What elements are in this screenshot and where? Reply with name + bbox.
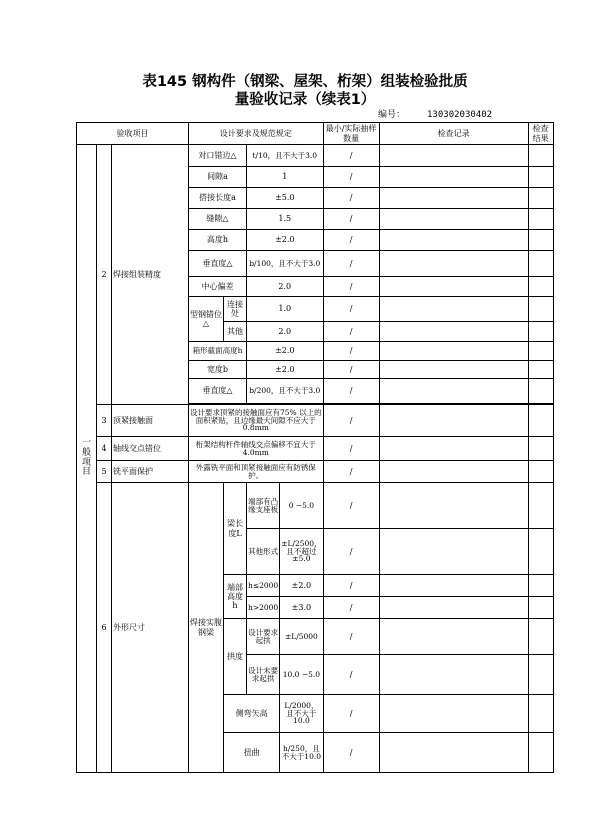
- result-cell[interactable]: [528, 619, 553, 655]
- item2-g-label: 中心偏差: [189, 277, 247, 297]
- result-cell[interactable]: [528, 188, 553, 209]
- item2-h1-value: 1.0: [247, 297, 324, 322]
- item2-a-label: 对口错边△: [189, 145, 247, 167]
- item2-i-value: ±2.0: [247, 342, 324, 361]
- item2-c-value: ±5.0: [247, 188, 324, 209]
- item6-arch-label: 拱度: [224, 619, 247, 695]
- record-cell[interactable]: [379, 379, 528, 404]
- record-cell[interactable]: [379, 342, 528, 361]
- record-cell[interactable]: [379, 167, 528, 188]
- record-cell[interactable]: [379, 361, 528, 379]
- item6-no: 6: [97, 483, 112, 773]
- result-cell[interactable]: [528, 361, 553, 379]
- result-cell[interactable]: [528, 297, 553, 322]
- item2-name: 焊接组装精度: [112, 145, 189, 405]
- record-cell[interactable]: [379, 188, 528, 209]
- record-cell[interactable]: [379, 461, 528, 483]
- sample-cell: /: [323, 277, 379, 297]
- item3-no: 3: [97, 405, 112, 437]
- item6-arch2-value: 10.0 −5.0: [280, 655, 323, 695]
- sample-cell: /: [323, 379, 379, 404]
- item2-g-value: 2.0: [247, 277, 324, 297]
- header-result: 检查结果: [528, 123, 553, 145]
- item2-b-label: 间隙a: [189, 167, 247, 188]
- form-code: [378, 107, 492, 120]
- result-cell[interactable]: [528, 575, 553, 597]
- item2-h-group: 型钢错位△: [189, 297, 224, 342]
- sample-cell: /: [323, 209, 379, 230]
- item5-no: 5: [97, 461, 112, 483]
- record-cell[interactable]: [379, 209, 528, 230]
- result-cell[interactable]: [528, 529, 553, 575]
- item3-name: 顶紧接触面: [112, 405, 189, 437]
- sample-cell: /: [323, 145, 379, 167]
- record-cell[interactable]: [379, 597, 528, 619]
- header-record: 检查记录: [379, 123, 528, 145]
- item2-k-label: 垂直度△: [189, 379, 247, 404]
- sample-cell: /: [323, 361, 379, 379]
- sample-cell: /: [323, 251, 379, 277]
- code-label: 编号：: [378, 110, 406, 120]
- sample-cell: /: [323, 483, 379, 529]
- result-cell[interactable]: [528, 145, 553, 167]
- sample-cell: /: [323, 461, 379, 483]
- record-cell[interactable]: [379, 405, 528, 437]
- record-cell[interactable]: [379, 655, 528, 695]
- result-cell[interactable]: [528, 461, 553, 483]
- item6-h2-value: ±3.0: [280, 597, 323, 619]
- record-cell[interactable]: [379, 277, 528, 297]
- sample-cell: /: [323, 655, 379, 695]
- header-sample: 最小/实际抽样数量: [323, 123, 379, 145]
- result-cell[interactable]: [528, 733, 553, 773]
- result-cell[interactable]: [528, 379, 553, 404]
- item6-len2-value: ±L/2500，且不超过±5.0: [280, 529, 323, 575]
- item2-b-value: 1: [247, 167, 324, 188]
- item2-h1-label: 连接处: [224, 297, 247, 322]
- record-cell[interactable]: [379, 437, 528, 461]
- item6-side-value: L/2000，且不大于10.0: [280, 695, 323, 733]
- record-cell[interactable]: [379, 619, 528, 655]
- item2-h2-label: 其他: [224, 322, 247, 342]
- item6-arch2-label: 设计未要求起拱: [247, 655, 280, 695]
- item6-twist-value: h/250，且不大于10.0: [280, 733, 323, 773]
- item6-len1-value: 0 −5.0: [280, 483, 323, 529]
- item2-d-label: 缝隙△: [189, 209, 247, 230]
- sample-cell: /: [323, 619, 379, 655]
- item4-no: 4: [97, 437, 112, 461]
- item2-j-label: 宽度b: [189, 361, 247, 379]
- item5-name: 铣平面保护: [112, 461, 189, 483]
- record-cell[interactable]: [379, 483, 528, 529]
- item2-k-value: b/200，且不大于3.0: [247, 379, 324, 404]
- item2-e-label: 高度h: [189, 230, 247, 251]
- result-cell[interactable]: [528, 655, 553, 695]
- item6-twist-label: 扭曲: [224, 733, 280, 773]
- inspection-table: [76, 122, 554, 773]
- record-cell[interactable]: [379, 251, 528, 277]
- item2-c-label: 搭接长度a: [189, 188, 247, 209]
- item6-length-label: 梁长度L: [224, 483, 247, 575]
- record-cell[interactable]: [379, 529, 528, 575]
- item2-h2-value: 2.0: [247, 322, 324, 342]
- result-cell[interactable]: [528, 483, 553, 529]
- result-cell[interactable]: [528, 230, 553, 251]
- item6-h1-value: ±2.0: [280, 575, 323, 597]
- item6-name: 外形尺寸: [112, 483, 189, 773]
- result-cell[interactable]: [528, 342, 553, 361]
- record-cell[interactable]: [379, 297, 528, 322]
- form-title-line-2: 量验收记录（续表1）: [234, 92, 376, 108]
- sample-cell: /: [323, 188, 379, 209]
- result-cell[interactable]: [528, 405, 553, 437]
- sample-cell: /: [323, 167, 379, 188]
- item2-f-label: 垂直度△: [189, 251, 247, 277]
- item4-name: 轴线交点错位: [112, 437, 189, 461]
- item6-h2-label: h>2000: [247, 597, 280, 619]
- item2-f-value: b/100，且不大于3.0: [247, 251, 324, 277]
- item6-len2-label: 其他形式: [247, 529, 280, 575]
- result-cell[interactable]: [528, 322, 553, 342]
- item6-height-label: 端部高度h: [224, 575, 247, 619]
- item2-e-value: ±2.0: [247, 230, 324, 251]
- item6-arch1-value: ±L/5000: [280, 619, 323, 655]
- item2-j-value: ±2.0: [247, 361, 324, 379]
- result-cell[interactable]: [528, 209, 553, 230]
- record-cell[interactable]: [379, 575, 528, 597]
- header-item: 验收项目: [77, 123, 189, 145]
- record-cell[interactable]: [379, 322, 528, 342]
- sample-cell: /: [323, 342, 379, 361]
- code-value: 130302030402: [427, 110, 493, 120]
- record-cell[interactable]: [379, 145, 528, 167]
- item6-len1-label: 端部有凸缘支座板: [247, 483, 280, 529]
- item5-requirement: 外露铣平面和顶紧接触面应有防锈保护。: [189, 461, 324, 483]
- form-title-line-1: 表145 钢构件（钢梁、屋架、桁架）组装检验批质: [142, 74, 468, 90]
- item6-h1-label: h≤2000: [247, 575, 280, 597]
- item6-arch1-label: 设计要求起拱: [247, 619, 280, 655]
- item2-no: 2: [97, 145, 112, 405]
- sample-cell: /: [323, 529, 379, 575]
- result-cell[interactable]: [528, 437, 553, 461]
- sample-cell: /: [323, 437, 379, 461]
- result-cell[interactable]: [528, 597, 553, 619]
- sample-cell: /: [323, 575, 379, 597]
- sample-cell: /: [323, 297, 379, 322]
- sample-cell: /: [323, 322, 379, 342]
- item3-requirement: 设计要求顶紧的接触面应有75% 以上的面积紧贴，且边缘最大间隙不应大于 0.8mm: [189, 405, 324, 437]
- record-cell[interactable]: [379, 733, 528, 773]
- item2-i-label: 箱形截面高度h: [189, 342, 247, 361]
- sample-cell: /: [323, 733, 379, 773]
- sample-cell: /: [323, 695, 379, 733]
- sample-cell: /: [323, 597, 379, 619]
- record-cell[interactable]: [379, 695, 528, 733]
- section-general: 一般项目: [77, 145, 97, 773]
- item6-group: 焊接实腹钢梁: [189, 483, 224, 773]
- result-cell[interactable]: [528, 167, 553, 188]
- sample-cell: /: [323, 405, 379, 437]
- header-design: 设计要求及规范规定: [189, 123, 324, 145]
- item6-side-label: 侧弯矢高: [224, 695, 280, 733]
- result-cell[interactable]: [528, 277, 553, 297]
- item2-a-value: t/10，且不大于3.0: [247, 145, 324, 167]
- item4-requirement: 桁架结构杆件轴线交点偏移不宜大于 4.0mm: [189, 437, 324, 461]
- result-cell[interactable]: [528, 251, 553, 277]
- item2-d-value: 1.5: [247, 209, 324, 230]
- record-cell[interactable]: [379, 230, 528, 251]
- sample-cell: /: [323, 230, 379, 251]
- result-cell[interactable]: [528, 695, 553, 733]
